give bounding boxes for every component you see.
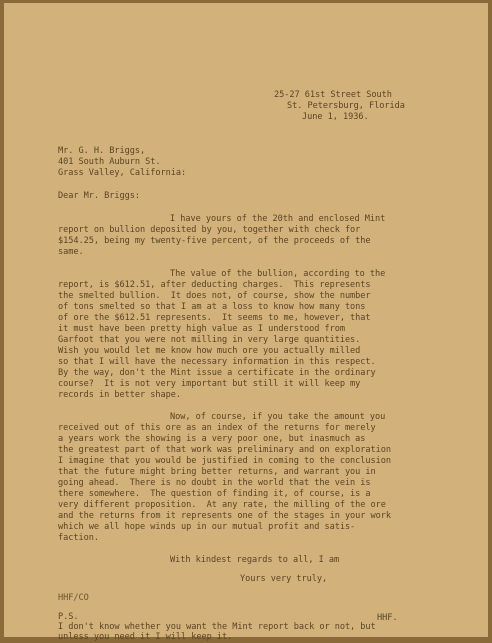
paragraph-3-line: the greatest part of that work was preliminary and on exploration bbox=[58, 445, 392, 455]
postscript-line: unless you need it I will keep it. bbox=[58, 632, 233, 642]
paragraph-3-line: which we all hope winds up in our mutual profit and satis- bbox=[58, 522, 356, 532]
paragraph-2-line: the smelted bullion. It does not, of course, show the number bbox=[58, 291, 371, 301]
paragraph-1-line: same. bbox=[58, 247, 84, 257]
typist-initials: HHF/CO bbox=[58, 593, 89, 603]
paragraph-2-line: of ore the $612.51 represents. It seems to me, however, that bbox=[58, 313, 371, 323]
paragraph-1-line: $154.25, being my twenty-five percent, of the proceeds of the bbox=[58, 236, 371, 246]
sender-address-line-2: St. Petersburg, Florida bbox=[287, 101, 405, 111]
postscript-initials: HHF. bbox=[377, 613, 398, 623]
paragraph-2-line: Garfoot that you were not milling in very large quantities. bbox=[58, 335, 361, 345]
paragraph-3-line: that the future might bring better returns, and warrant you in bbox=[58, 467, 376, 477]
letter-date: June 1, 1936. bbox=[302, 112, 369, 122]
paragraph-2-line: of tons smelted so that I am at a loss to know how many tons bbox=[58, 302, 366, 312]
postscript-line: I don't know whether you want the Mint report back or not, but bbox=[58, 622, 376, 632]
paragraph-3-line: and the returns from it represents one of the stages in your work bbox=[58, 511, 392, 521]
paragraph-3-line: there somewhere. The question of finding it, of course, is a bbox=[58, 489, 371, 499]
paragraph-2-line: Wish you would let me know how much ore you actually milled bbox=[58, 346, 361, 356]
recipient-name: Mr. G. H. Briggs, bbox=[58, 146, 146, 156]
paragraph-2-line: records in better shape. bbox=[58, 390, 181, 400]
recipient-street: 401 South Auburn St. bbox=[58, 157, 161, 167]
paragraph-3-line: received out of this ore as an index of the returns for merely bbox=[58, 423, 376, 433]
paragraph-3-line: faction. bbox=[58, 533, 99, 543]
paragraph-3-line: I imagine that you would be justified in coming to the conclusion bbox=[58, 456, 392, 466]
paragraph-2-line: course? It is not very important but still it will keep my bbox=[58, 379, 361, 389]
paragraph-3-line: very different proposition. At any rate, the milling of the ore bbox=[58, 500, 386, 510]
postscript-label: P.S. bbox=[58, 612, 79, 622]
paragraph-2-line: it must have been pretty high value as I understood from bbox=[58, 324, 345, 334]
salutation: Dear Mr. Briggs: bbox=[58, 191, 140, 201]
paragraph-2-line: The value of the bullion, according to the bbox=[170, 269, 386, 279]
paragraph-3-line: going ahead. There is no doubt in the world that the vein is bbox=[58, 478, 371, 488]
paragraph-2-line: so that I will have the necessary information in this respect. bbox=[58, 357, 376, 367]
paragraph-1-line: report on bullion deposited by you, together with check for bbox=[58, 225, 361, 235]
paragraph-3-line: Now, of course, if you take the amount you bbox=[170, 412, 386, 422]
recipient-city: Grass Valley, California: bbox=[58, 168, 187, 178]
paragraph-2-line: By the way, don't the Mint issue a certificate in the ordinary bbox=[58, 368, 376, 378]
letter-page bbox=[4, 3, 488, 642]
paragraph-2-line: report, is $612.51, after deducting charges. This represents bbox=[58, 280, 371, 290]
complimentary-close: Yours very truly, bbox=[240, 574, 328, 584]
closing-line: With kindest regards to all, I am bbox=[170, 555, 340, 565]
sender-address-line-1: 25-27 61st Street South bbox=[274, 90, 392, 100]
paragraph-3-line: a years work the showing is a very poor one, but inasmuch as bbox=[58, 434, 366, 444]
paragraph-1-line: I have yours of the 20th and enclosed Mint bbox=[170, 214, 386, 224]
